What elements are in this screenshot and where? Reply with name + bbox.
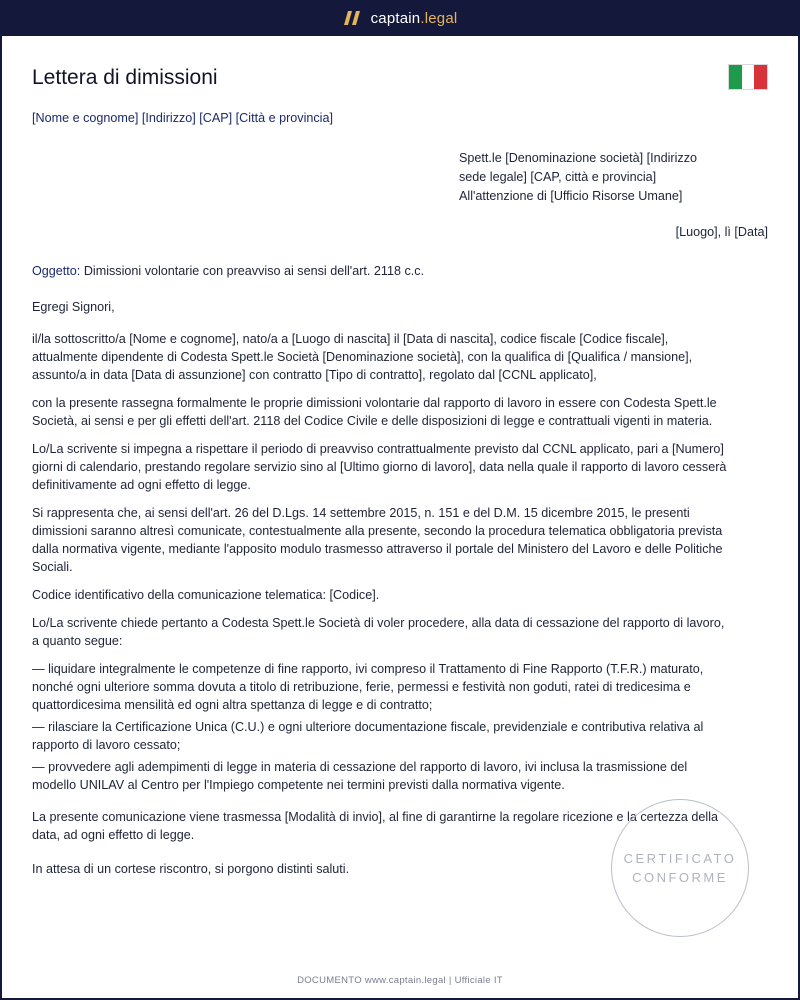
paragraph: il/la sottoscritto/a [Nome e cognome], nato/a a [Luogo di nascita] il [Data di nascita], codice fiscale [Codice fiscale], attualmente dipendente di Codesta Spett.le Società [Denominazione società], con la qualifica di [Qualifica / mansione], assunto/a in data [Data di assunzione] con contratto [Tipo di contratto], regolato dal [CCNL applicato], (32, 332, 693, 382)
salutation: Egregi Signori, (32, 300, 115, 314)
closing-paragraph: La presente comunicazione viene trasmessa [Modalità di invio], al fine di garantirne la regolare ricezione e la certezza della data, ad ogni effetto di legge. (32, 810, 719, 842)
list-item: — provvedere agli adempimenti di legge in materia di cessazione del rapporto di lavoro, ivi inclusa la trasmissione del modello UNILAV al Centro per l'Impiego competente nei termini previsti dalla normativa vigente. (32, 760, 688, 792)
top-bar (0, 0, 800, 36)
subject-label: Oggetto: (32, 264, 81, 278)
document-title: Lettera di dimissioni (32, 66, 218, 89)
recipient-line: Spett.le [Denominazione società] [Indirizzo (459, 151, 698, 165)
paragraph: Codice identificativo della comunicazione telematica: [Codice]. (32, 588, 380, 602)
stamp-line: CERTIFICATO (623, 851, 737, 866)
stamp-line: CONFORME (632, 870, 728, 885)
date-line: [Luogo], lì [Data] (675, 225, 768, 239)
recipient-line: sede legale] [CAP, città e provincia] (459, 170, 657, 184)
brand-name: captain.legal (370, 9, 458, 27)
list-item: — rilasciare la Certificazione Unica (C.U.) e ogni ulteriore documentazione fiscale, previdenziale e contributiva relativa al rapporto di lavoro cessato; (32, 720, 704, 752)
letter-body (32, 298, 732, 888)
paragraph: Lo/La scrivente si impegna a rispettare il periodo di preavviso contrattualmente previsto dal CCNL applicato, pari a [Numero] giorni di calendario, prestando regolare servizio sino al [Ultimo giorno di lavoro], data nella quale il rapporto di lavoro cesserà definitivamente ad ogni effetto di legge. (32, 442, 727, 492)
brand[interactable] (343, 10, 458, 27)
recipient-line: All'attenzione di [Ufficio Risorse Umane] (459, 189, 683, 203)
subject-text: Dimissioni volontarie con preavviso ai sensi dell'art. 2118 c.c. (83, 264, 425, 278)
subject-line (32, 262, 424, 280)
closing-line: In attesa di un cortese riscontro, si porgono distinti saluti. (32, 862, 350, 876)
brand-logo-icon (343, 10, 363, 26)
paragraph: Si rappresenta che, ai sensi dell'art. 26 del D.Lgs. 14 settembre 2015, n. 151 e del D.M. 15 dicembre 2015, le presenti dimissioni saranno altresì comunicate, contestualmente alla presente, secondo la procedura telematica obbligatoria prevista dalla normativa vigente, mediante l'apposito modulo trasmesso attraverso il portale del Ministero del Lavoro e delle Politiche Sociali. (32, 506, 723, 574)
paragraph: con la presente rassegna formalmente le proprie dimissioni volontarie dal rapporto di lavoro in essere con Codesta Spett.le Società, ai sensi e per gli effetti dell'art. 2118 del Codice Civile e delle disposizioni di legge e contrattuali vigenti in materia. (32, 396, 717, 428)
footer-text: DOCUMENTO www.captain.legal | Ufficiale IT (297, 975, 503, 986)
certified-stamp (611, 799, 749, 937)
list-item: — liquidare integralmente le competenze di fine rapporto, ivi compreso il Trattamento di Fine Rapporto (T.F.R.) maturato, nonché ogni ulteriore somma dovuta a titolo di retribuzione, ferie, permessi e festività non goduti, ratei di tredicesima e quattordicesima mensilità ed ogni altra spettanza di legge e di contratto; (32, 662, 704, 712)
paragraph: Lo/La scrivente chiede pertanto a Codesta Spett.le Società di voler procedere, alla data di cessazione del rapporto di lavoro, a quanto segue: (32, 616, 725, 648)
sender-line: [Nome e cognome] [Indirizzo] [CAP] [Città e provincia] (32, 111, 333, 125)
document-page (2, 36, 798, 998)
recipient-block (459, 149, 697, 206)
italy-flag-icon (728, 64, 768, 90)
